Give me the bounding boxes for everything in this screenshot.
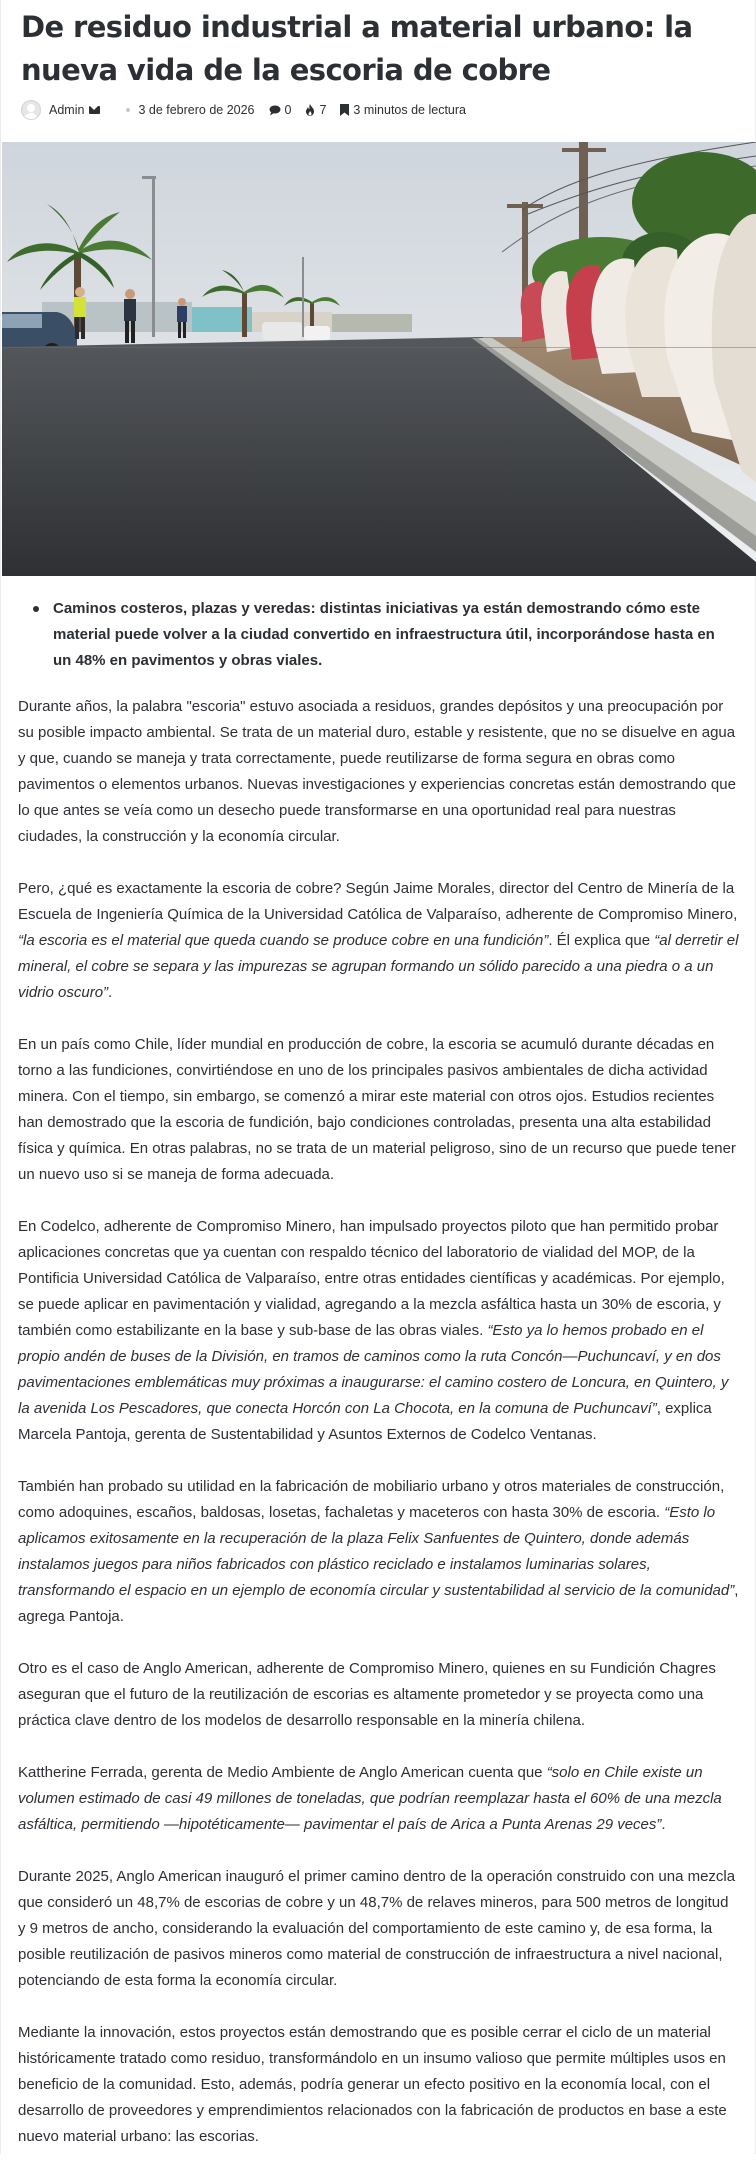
article-title: De residuo industrial a material urbano: la nueva vida de la escoria de cobre (21, 10, 693, 87)
lead-summary (21, 596, 737, 674)
quote: “la escoria es el material que queda cuando se produce cobre en una fundición” (18, 932, 549, 949)
paragraph-text: , agrega Pantoja. (18, 1582, 739, 1625)
lead-bullet: Caminos costeros, plazas y veredas: distintas iniciativas ya están demostrando cómo este material puede volver a la ciudad convertido en infraestructura útil, incorporándose hasta en un 48% en pavimentos y obras viales. (21, 596, 737, 674)
road-photo (2, 142, 756, 576)
author-name[interactable]: Admin (49, 103, 85, 117)
article-body (18, 694, 740, 2176)
paragraph-text: . Él explica que (548, 932, 655, 949)
paragraph (18, 1474, 740, 1630)
quote: “Esto lo aplicamos exitosamente en la recuperación de la plaza Felix Sanfuentes de Quintero, donde además instalamos juegos para niños fabricados con plástico reciclado e instalamos luminarias solares, transformando el espacio en un ejemplo de economía circular y sustentabilidad al servicio de la comunidad” (18, 1504, 735, 1599)
comments-count[interactable] (269, 103, 292, 117)
read-time-value: 3 minutos de lectura (353, 103, 466, 117)
comments-count-value: 0 (284, 103, 292, 117)
paragraph: Otro es el caso de Anglo American, adherente de Compromiso Minero, quienes en su Fundición Chagres aseguran que el futuro de la reutilización de escorias es altamente prometedor y se proyecta como una práctica clave dentro de los modelos de desarrollo responsable en la minería chilena. (18, 1660, 716, 1729)
quote: “Esto ya lo hemos probado en el propio andén de buses de la División, en tramos de caminos como la ruta Concón—Puchuncaví, y en dos pavimentaciones emblemáticas muy próximas a inaugurarse: el camino costero de Loncura, en Quintero, y la avenida Los Pescadores, que conecta Horcón con La Chocota, en la comuna de Puchuncaví” (18, 1322, 729, 1417)
post-date: 3 de febrero de 2026 (138, 103, 255, 117)
envelope-icon[interactable] (89, 106, 100, 114)
paragraph: Durante años, la palabra "escoria" estuvo asociada a residuos, grandes depósitos y una preocupación por su posible impacto ambiental. Se trata de un material duro, estable y resistente, que no se disuelve en agua y que, cuando se maneja y trata correctamente, puede reutilizarse de forma segura en obras como pavimentos o elementos urbanos. Nuevas investigaciones y experiencias concretas están demostrando que lo que antes se veía como un desecho puede transformarse en una oportunidad real para nuestras ciudades, la construcción y la economía circular. (18, 698, 736, 845)
paragraph-text: , explica Marcela Pantoja, gerenta de Sustentabilidad y Asuntos Externos de Codelco Ventanas. (18, 1400, 712, 1443)
paragraph-text: . (108, 984, 113, 1001)
paragraph-text: También han probado su utilidad en la fabricación de mobiliario urbano y otros materiales de construcción, como adoquines, escaños, baldosas, losetas, fachaletas y maceteros con hasta 30% de escoria. (18, 1478, 725, 1521)
read-time (340, 103, 466, 117)
comments-icon (269, 105, 281, 116)
article-meta (21, 99, 480, 121)
paragraph-text: Kattherine Ferrada, gerenta de Medio Ambiente de Anglo American cuenta que (18, 1764, 547, 1781)
quote: “al derretir el mineral, el cobre se separa y las impurezas se agrupan formando un sólido parecido a una piedra o a un vidrio oscuro” (18, 932, 739, 1001)
paragraph: Mediante la innovación, estos proyectos están demostrando que es posible cerrar el ciclo de un material históricamente tratado como residuo, transformándolo en un insumo valioso que permite múltiples usos en beneficio de la comunidad. Esto, además, podría generar un efecto positivo en la economía local, con el desarrollo de proveedores y emprendimientos relacionados con la fabricación de productos en base a este nuevo material urbano: las escorias. (18, 2024, 727, 2145)
paragraph-text: En Codelco, adherente de Compromiso Minero, han impulsado proyectos piloto que han permitido probar aplicaciones concretas que ya cuentan con respaldo técnico del laboratorio de vialidad del MOP, de la Pontificia Universidad Católica de Valparaíso, entre otras entidades científicas y académicas. Por ejemplo, se puede aplicar en pavimentación y vialidad, agregando a la mezcla asfáltica hasta un 30% de escoria, y también como estabilizante en la base y sub-base de las obras viales. (18, 1218, 725, 1339)
user-avatar-icon[interactable] (21, 100, 41, 120)
paragraph-text: Pero, ¿qué es exactamente la escoria de cobre? Según Jaime Morales, director del Centro de Minería de la Escuela de Ingeniería Química de la Universidad Católica de Valparaíso, adherente de Compromiso Minero, (18, 880, 738, 923)
featured-image (2, 142, 756, 576)
fire-icon (305, 104, 315, 116)
meta-separator (126, 108, 130, 112)
paragraph: Durante 2025, Anglo American inauguró el primer camino dentro de la operación construido con una mezcla que consideró un 48,7% de escorias de cobre y un 48,7% de relaves mineros, para 500 metros de longitud y 9 metros de ancho, considerando la evaluación del comportamiento de este camino y, de esa forma, la posible reutilización de pasivos mineros como material de construcción de infraestructura a nivel nacional, potenciando de esta forma la economía circular. (18, 1868, 736, 1989)
paragraph (18, 876, 740, 1006)
paragraph (18, 1214, 740, 1448)
paragraph-text: . (661, 1816, 666, 1833)
views-count-value: 7 (319, 103, 327, 117)
quote: “solo en Chile existe un volumen estimado de casi 49 millones de toneladas, que podrían reemplazar hasta el 60% de una mezcla asfáltica, permitiendo —hipotéticamente— pavimentar el país de Arica a Punta Arenas 29 veces” (18, 1764, 722, 1833)
paragraph: En un país como Chile, líder mundial en producción de cobre, la escoria se acumuló durante décadas en torno a las fundiciones, convirtiéndose en uno de los principales pasivos ambientales de dicha actividad minera. Con el tiempo, sin embargo, se comenzó a mirar este material con otros ojos. Estudios recientes han demostrado que la escoria de fundición, bajo condiciones controladas, presenta una alta estabilidad física y química. En otras palabras, no se trata de un material peligroso, sino de un recurso que puede tener un nuevo uso si se maneja de forma adecuada. (18, 1036, 736, 1183)
author-link[interactable] (49, 103, 100, 117)
views-count (305, 103, 326, 117)
bookmark-icon (340, 104, 349, 116)
paragraph (18, 1760, 740, 1838)
